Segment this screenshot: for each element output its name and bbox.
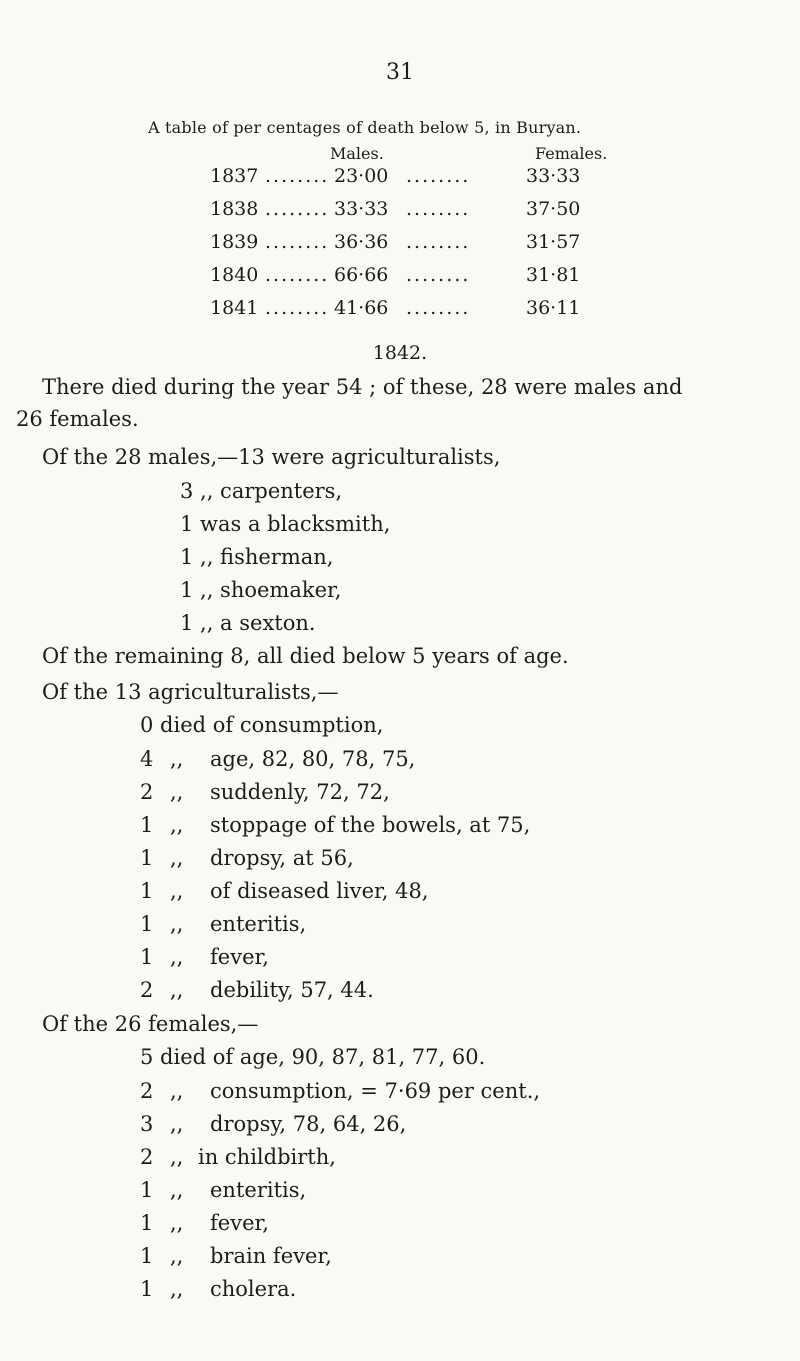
entry-text: dropsy, 78, 64, 26,: [210, 1112, 407, 1136]
entry-count: 1: [140, 813, 154, 837]
entry-count: 1: [140, 1277, 154, 1301]
entry-text: enteritis,: [210, 1178, 307, 1202]
entry-text: of diseased liver, 48,: [210, 879, 429, 903]
table-row: [210, 198, 630, 228]
row-females: 36·11: [526, 297, 581, 319]
dot-leader: ........: [265, 264, 330, 286]
row-year: 1841: [210, 297, 259, 319]
table-row: [210, 297, 630, 327]
row-year: 1838: [210, 198, 259, 220]
table-row: [210, 165, 630, 195]
intro-line: 26 females.: [16, 407, 139, 431]
ditto-mark: ,,: [170, 780, 184, 804]
ditto-mark: ,,: [170, 1211, 184, 1235]
section-year-heading: 1842.: [372, 342, 428, 364]
dot-leader: ........: [406, 264, 471, 286]
entry-count: 1: [140, 1211, 154, 1235]
ditto-mark: ,,: [170, 813, 184, 837]
row-females: 31·81: [526, 264, 581, 286]
entry-text: cholera.: [210, 1277, 297, 1301]
trade-line: 1 ,, fisherman,: [180, 545, 334, 569]
dot-leader: ........: [265, 165, 330, 187]
dot-leader: ........: [265, 231, 330, 253]
dot-leader: ........: [406, 165, 471, 187]
agri-heading: Of the 13 agriculturalists,—: [42, 680, 339, 704]
row-males: 36·36: [334, 231, 389, 253]
row-females: 33·33: [526, 165, 581, 187]
trade-line: 1 ,, a sexton.: [180, 611, 316, 635]
row-females: 31·57: [526, 231, 581, 253]
dot-leader: ........: [406, 198, 471, 220]
entry-text: brain fever,: [210, 1244, 332, 1268]
entry-text: dropsy, at 56,: [210, 846, 354, 870]
table-row: [210, 231, 630, 261]
column-header-males: Males.: [330, 144, 384, 163]
column-header-females: Females.: [535, 144, 608, 163]
entry-text: consumption, = 7·69 per cent.,: [210, 1079, 541, 1103]
ditto-mark: ,,: [170, 1277, 184, 1301]
females-first-entry: 5 died of age, 90, 87, 81, 77, 60.: [140, 1045, 486, 1069]
row-year: 1840: [210, 264, 259, 286]
row-year: 1837: [210, 165, 259, 187]
entry-text: in childbirth,: [198, 1145, 336, 1169]
entry-text: enteritis,: [210, 912, 307, 936]
ditto-mark: ,,: [170, 1079, 184, 1103]
entry-count: 1: [140, 879, 154, 903]
ditto-mark: ,,: [170, 1178, 184, 1202]
entry-count: 1: [140, 945, 154, 969]
entry-count: 2: [140, 1079, 154, 1103]
entry-count: 1: [140, 1178, 154, 1202]
dot-leader: ........: [265, 297, 330, 319]
row-year: 1839: [210, 231, 259, 253]
trade-line: 1 was a blacksmith,: [180, 512, 391, 536]
page-number: 31: [386, 60, 414, 85]
entry-text: age, 82, 80, 78, 75,: [210, 747, 416, 771]
trade-line: 3 ,, carpenters,: [180, 479, 343, 503]
ditto-mark: ,,: [170, 747, 184, 771]
ditto-mark: ,,: [170, 1145, 184, 1169]
males-heading: Of the 28 males,—13 were agriculturalists,: [42, 445, 501, 469]
entry-count: 2: [140, 1145, 154, 1169]
dot-leader: ........: [265, 198, 330, 220]
agri-first-entry: 0 died of consumption,: [140, 713, 384, 737]
trade-line: 1 ,, shoemaker,: [180, 578, 342, 602]
entry-count: 1: [140, 1244, 154, 1268]
entry-count: 1: [140, 912, 154, 936]
females-heading: Of the 26 females,—: [42, 1012, 259, 1036]
ditto-mark: ,,: [170, 879, 184, 903]
ditto-mark: ,,: [170, 1112, 184, 1136]
row-males: 33·33: [334, 198, 389, 220]
entry-text: fever,: [210, 945, 269, 969]
row-females: 37·50: [526, 198, 581, 220]
intro-line: There died during the year 54 ; of these, 28 were males and: [42, 375, 683, 399]
entry-count: 3: [140, 1112, 154, 1136]
entry-text: suddenly, 72, 72,: [210, 780, 390, 804]
entry-text: debility, 57, 44.: [210, 978, 374, 1002]
entry-count: 1: [140, 846, 154, 870]
ditto-mark: ,,: [170, 912, 184, 936]
ditto-mark: ,,: [170, 1244, 184, 1268]
row-males: 66·66: [334, 264, 389, 286]
ditto-mark: ,,: [170, 945, 184, 969]
ditto-mark: ,,: [170, 978, 184, 1002]
row-males: 23·00: [334, 165, 389, 187]
remaining-line: Of the remaining 8, all died below 5 years of age.: [42, 644, 569, 668]
entry-text: stoppage of the bowels, at 75,: [210, 813, 531, 837]
row-males: 41·66: [334, 297, 389, 319]
ditto-mark: ,,: [170, 846, 184, 870]
dot-leader: ........: [406, 297, 471, 319]
entry-count: 2: [140, 978, 154, 1002]
dot-leader: ........: [406, 231, 471, 253]
entry-count: 2: [140, 780, 154, 804]
entry-text: fever,: [210, 1211, 269, 1235]
table-caption: A table of per centages of death below 5, in Buryan.: [148, 118, 582, 137]
table-row: [210, 264, 630, 294]
entry-count: 4: [140, 747, 154, 771]
